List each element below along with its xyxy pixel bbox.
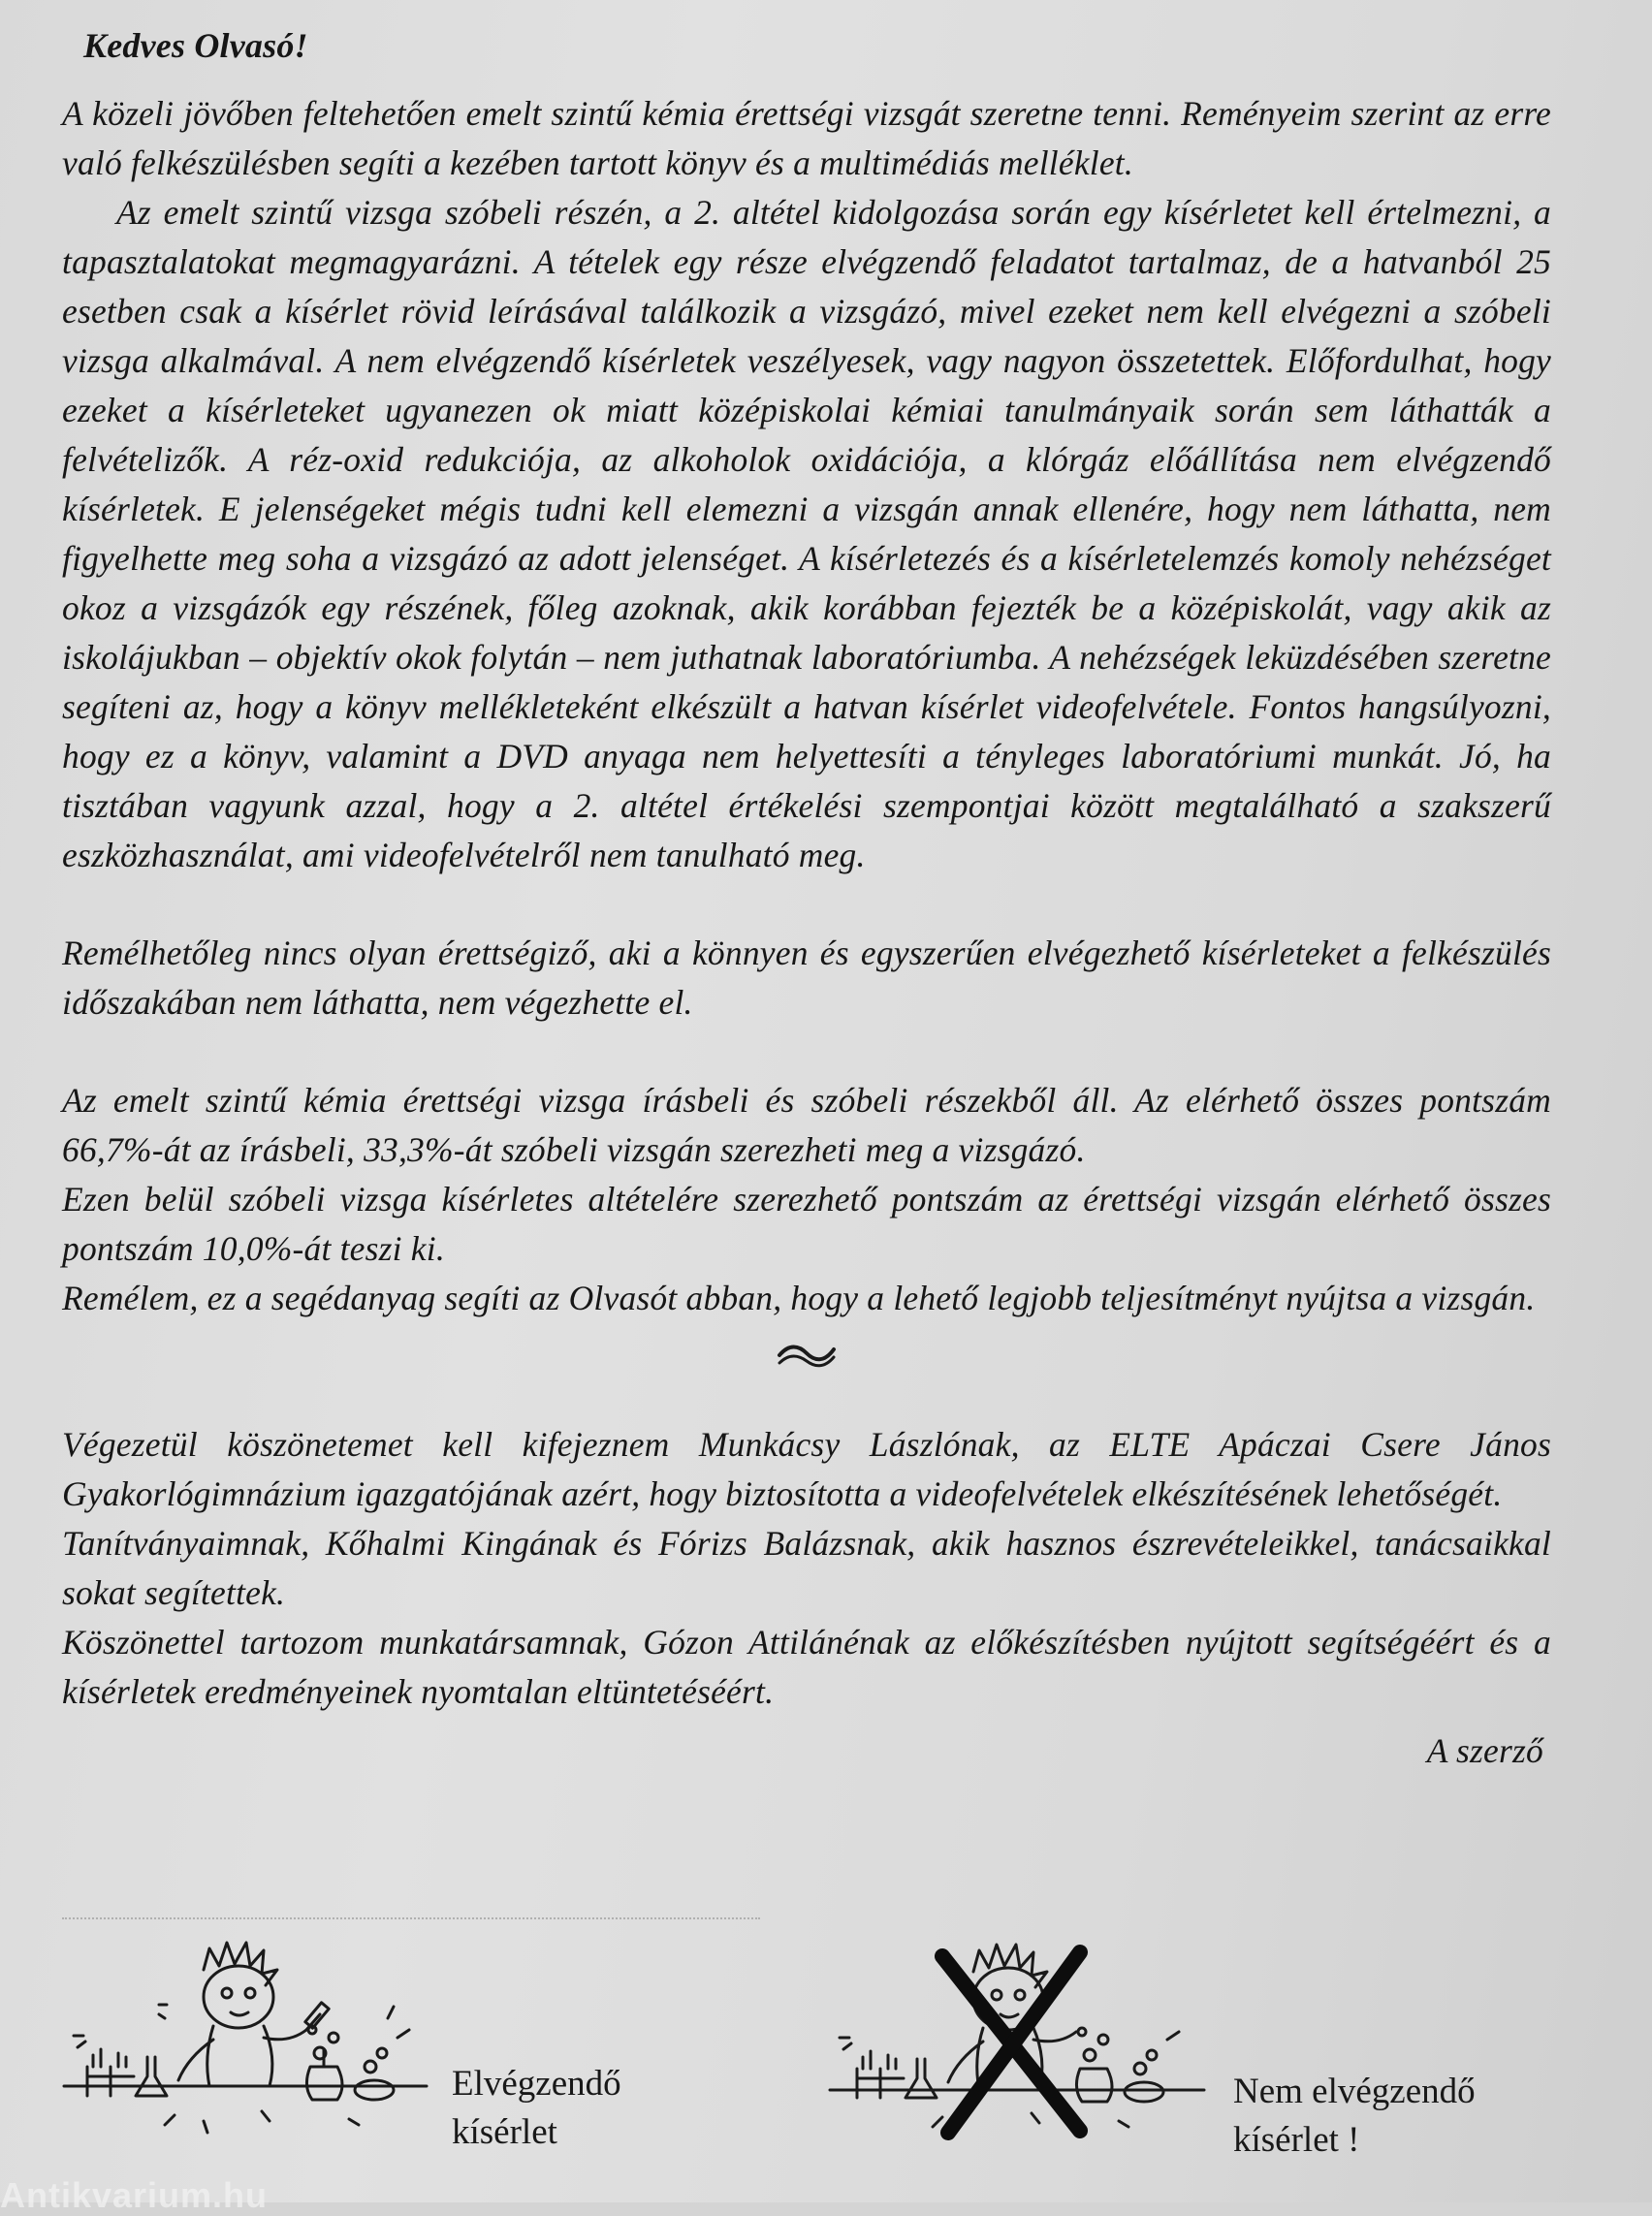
legend-not-doable-line2: kísérlet ! xyxy=(1233,2120,1360,2160)
paragraph-oral-points: Ezen belül szóbeli vizsga kísérletes altételére szerezhető pontszám az érettségi vizsgán elérhető összes pontszám 10,0%-át teszi ki. xyxy=(62,1180,1551,1268)
letter-body xyxy=(62,12,1551,1776)
tilde-ornament-icon xyxy=(776,1342,838,1371)
crossed-out-experiment-icon xyxy=(826,1927,1214,2160)
legend-doable-line2: kísérlet xyxy=(452,2112,557,2152)
paragraph-exam-structure: Az emelt szintű kémia érettségi vizsga írásbeli és szóbeli részekből áll. Az elérhető összes pontszám 66,7%-át az írásbeli, 33,3%-át szóbeli vizsgán szerezheti meg a vizsgázó. xyxy=(62,1081,1551,1169)
legend-doable xyxy=(452,2060,621,2157)
dotted-separator xyxy=(62,1917,760,1919)
paragraph-thanks-students: Tanítványaimnak, Kőhalmi Kingának és Fórizs Balázsnak, akik hasznos észrevételeikkel, tanácsaikkal sokat segítettek. xyxy=(62,1524,1551,1612)
legend-doable-line1: Elvégzendő xyxy=(452,2064,621,2104)
salutation: Kedves Olvasó! xyxy=(83,26,308,65)
scientist-experiment-icon xyxy=(58,1921,446,2154)
paragraph-thanks-colleague: Köszönettel tartozom munkatársamnak, Gózon Attilánénak az előkészítésben nyújtott segítségéért és a kísérletek eredményeinek nyomtalan eltüntetéséért. xyxy=(62,1623,1551,1711)
paragraph-gap xyxy=(62,880,1551,929)
paragraph-intro: A közeli jövőben feltehetően emelt szintű kémia érettségi vizsgát szeretne tenni. Reményeim szerint az erre való felkészülésben segíti a kezében tartott könyv és a multimédiás melléklet. xyxy=(62,94,1551,182)
paragraph-thanks-director: Végezetül köszönetemet kell kifejeznem Munkácsy Lászlónak, az ELTE Apáczai Csere János Gyakorlógimnázium igazgatójának azért, hogy biztosította a videofelvételek elkészítésének lehetőségét. xyxy=(62,1425,1551,1513)
signature: A szerző xyxy=(1426,1731,1543,1770)
paragraph-wish: Remélem, ez a segédanyag segíti az Olvasót abban, hogy a lehető legjobb teljesítményt nyújtsa a vizsgán. xyxy=(62,1279,1536,1317)
paragraph-exam-description: Az emelt szintű vizsga szóbeli részén, a 2. altétel kidolgozása során egy kísérletet kell értelmezni, a tapasztalatokat megmagyarázni. A tételek egy része elvégzendő feladatot tartalmaz, de a hatvanból 25 esetben csak a kísérlet rövid leírásával találkozik a vizsgázó, mivel ezeket nem kell elvégezni a szóbeli vizsga alkalmával. A nem elvégzendő kísérletek veszélyesek, vagy nagyon összetettek. Előfordulhat, hogy ezeket a kísérleteket ugyanezen ok miatt középiskolai kémiai tanulmányaik során sem láthatták a felvételizők. A réz-oxid redukciója, az alkoholok oxidációja, a klórgáz előállítása nem elvégzendő kísérletek. E jelenségeket mégis tudni kell elemezni a vizsgán annak ellenére, hogy nem láthatta, nem figyelhette meg soha a vizsgázó az adott jelenséget. A kísérletezés és a kísérletelemzés komoly nehézséget okoz a vizsgázók egy részének, főleg azoknak, akik korábban fejezték be a középiskolát, vagy akik az iskolájukban – objektív okok folytán – nem juthatnak laboratóriumba. A nehézségek leküzdésében szeretne segíteni az, hogy a könyv mellékleteként elkészült a hatvan kísérlet videofelvétele. Fontos hangsúlyozni, hogy ez a könyv, valamint a DVD anyaga nem helyettesíti a tényleges laboratóriumi munkát. Jó, ha tisztában vagyunk azzal, hogy a 2. altétel értékelési szempontjai között megtalálható a szakszerű eszközhasználat, ami videofelvételről nem tanulható meg. xyxy=(62,193,1551,874)
legend-not-doable-line1: Nem elvégzendő xyxy=(1233,2072,1476,2111)
watermark: Antikvarium.hu xyxy=(0,2175,269,2215)
paragraph-gap xyxy=(62,1028,1551,1076)
legend-not-doable xyxy=(1233,2068,1476,2165)
ornament-divider xyxy=(62,1323,1551,1420)
paragraph-hope: Remélhetőleg nincs olyan érettségiző, aki a könnyen és egyszerűen elvégezhető kísérleteket a felkészülés időszakában nem láthatta, nem végezhette el. xyxy=(62,934,1551,1022)
